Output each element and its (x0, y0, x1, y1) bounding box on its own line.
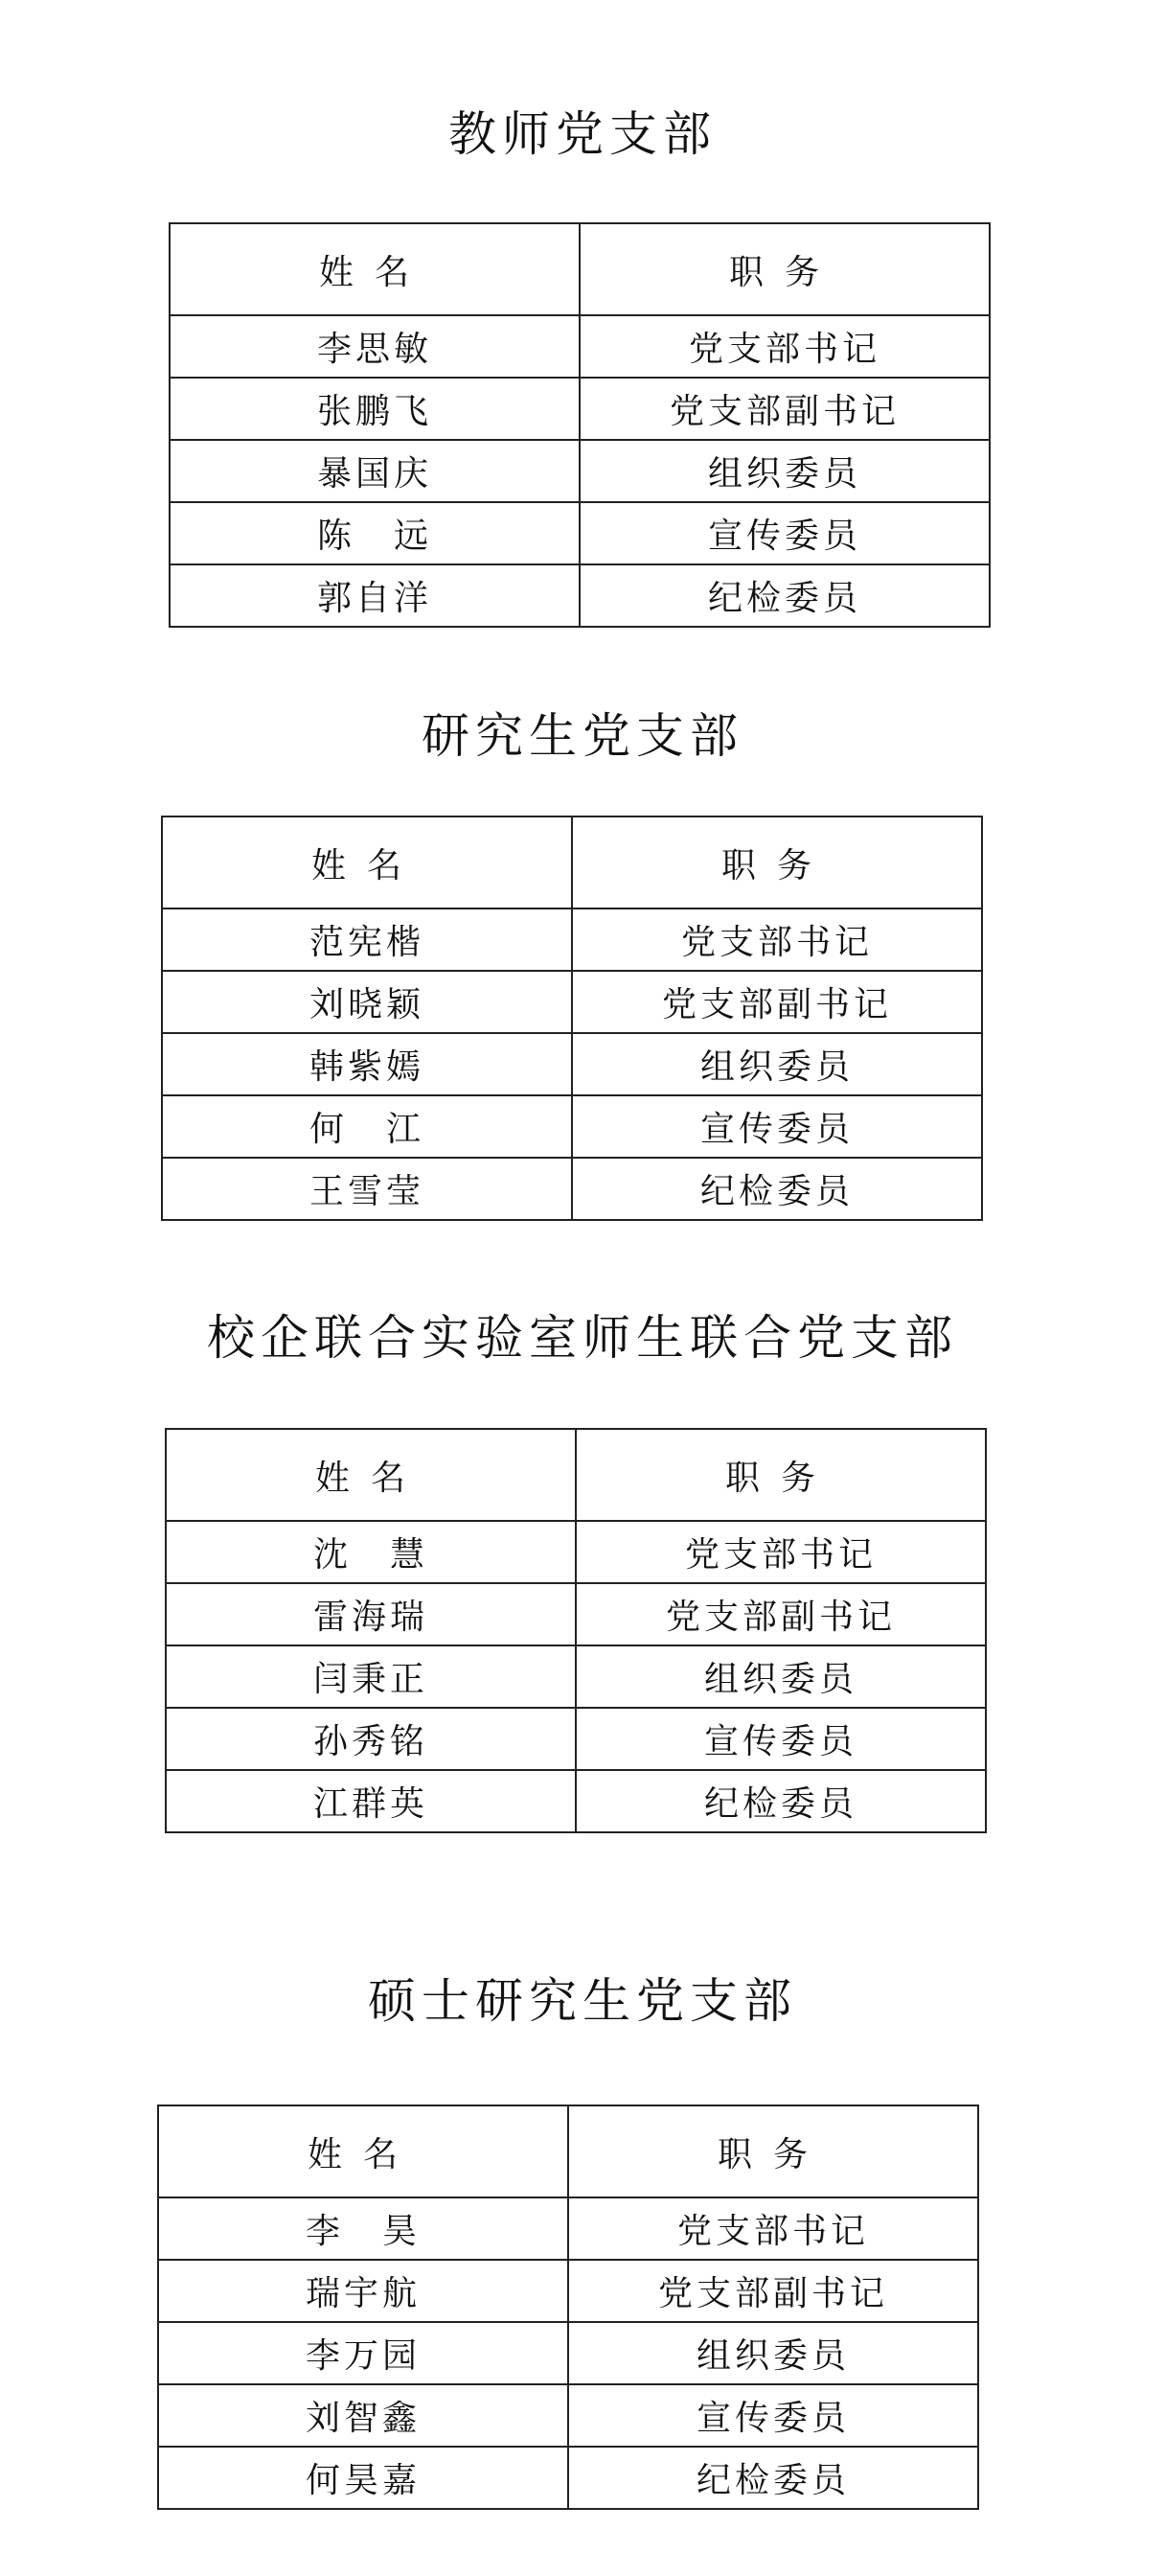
table-row (158, 2260, 978, 2322)
roster-table-masters (157, 2104, 979, 2510)
section-title-masters: 硕士研究生党支部 (368, 1973, 797, 2029)
member-name: 闫秉正 (166, 1645, 576, 1708)
member-name: 刘智鑫 (158, 2384, 568, 2447)
table-row (170, 502, 990, 564)
name-column-header: 姓名 (166, 1429, 576, 1521)
member-role: 宣传委员 (576, 1708, 986, 1770)
table-header-row (166, 1429, 986, 1521)
table-row (170, 315, 990, 378)
member-role: 党支部副书记 (576, 1583, 986, 1645)
table-row (170, 378, 990, 440)
member-name: 李 昊 (158, 2197, 568, 2260)
table-row (170, 564, 990, 627)
section-title-graduate: 研究生党支部 (422, 708, 743, 764)
table-row (158, 2447, 978, 2509)
member-name: 李万园 (158, 2322, 568, 2384)
member-role: 党支部书记 (580, 315, 990, 378)
roster-table-teachers (169, 222, 991, 628)
member-name: 孙秀铭 (166, 1708, 576, 1770)
table-row (162, 1095, 982, 1158)
member-name: 韩紫嫣 (162, 1033, 572, 1095)
member-role: 纪检委员 (576, 1770, 986, 1832)
table-row (158, 2322, 978, 2384)
member-name: 何昊嘉 (158, 2447, 568, 2509)
table-row (158, 2197, 978, 2260)
member-name: 王雪莹 (162, 1158, 572, 1220)
table-header-row (170, 223, 990, 315)
member-role: 党支部书记 (576, 1521, 986, 1583)
member-role: 组织委员 (580, 440, 990, 502)
member-role: 党支部副书记 (572, 971, 982, 1033)
member-role: 组织委员 (568, 2322, 978, 2384)
role-column-header: 职务 (568, 2105, 978, 2197)
section-title-joint-lab: 校企联合实验室师生联合党支部 (207, 1310, 958, 1366)
member-role: 宣传委员 (580, 502, 990, 564)
member-name: 瑞宇航 (158, 2260, 568, 2322)
member-name: 张鹏飞 (170, 378, 580, 440)
table-header-row (162, 816, 982, 908)
member-name: 江群英 (166, 1770, 576, 1832)
member-role: 组织委员 (576, 1645, 986, 1708)
name-column-header: 姓名 (170, 223, 580, 315)
member-role: 纪检委员 (572, 1158, 982, 1220)
table-row (158, 2384, 978, 2447)
member-name: 陈 远 (170, 502, 580, 564)
table-row (162, 971, 982, 1033)
role-column-header: 职务 (580, 223, 990, 315)
member-name: 沈 慧 (166, 1521, 576, 1583)
member-role: 纪检委员 (568, 2447, 978, 2509)
member-name: 李思敏 (170, 315, 580, 378)
role-column-header: 职务 (572, 816, 982, 908)
table-row (162, 1158, 982, 1220)
table-row (166, 1708, 986, 1770)
member-name: 雷海瑞 (166, 1583, 576, 1645)
member-role: 党支部书记 (568, 2197, 978, 2260)
member-role: 党支部副书记 (568, 2260, 978, 2322)
table-row (162, 1033, 982, 1095)
roster-table-graduate (161, 816, 983, 1221)
member-role: 组织委员 (572, 1033, 982, 1095)
member-role: 宣传委员 (572, 1095, 982, 1158)
member-role: 纪检委员 (580, 564, 990, 627)
table-row (166, 1770, 986, 1832)
table-header-row (158, 2105, 978, 2197)
table-row (166, 1645, 986, 1708)
section-title-teachers: 教师党支部 (448, 106, 717, 162)
member-role: 宣传委员 (568, 2384, 978, 2447)
roster-table-joint-lab (165, 1428, 987, 1833)
role-column-header: 职务 (576, 1429, 986, 1521)
member-name: 郭自洋 (170, 564, 580, 627)
member-name: 范宪楷 (162, 908, 572, 971)
table-row (170, 440, 990, 502)
name-column-header: 姓名 (158, 2105, 568, 2197)
member-role: 党支部书记 (572, 908, 982, 971)
member-name: 刘晓颖 (162, 971, 572, 1033)
table-row (166, 1521, 986, 1583)
name-column-header: 姓名 (162, 816, 572, 908)
member-name: 何 江 (162, 1095, 572, 1158)
table-row (162, 908, 982, 971)
member-role: 党支部副书记 (580, 378, 990, 440)
member-name: 暴国庆 (170, 440, 580, 502)
table-row (166, 1583, 986, 1645)
